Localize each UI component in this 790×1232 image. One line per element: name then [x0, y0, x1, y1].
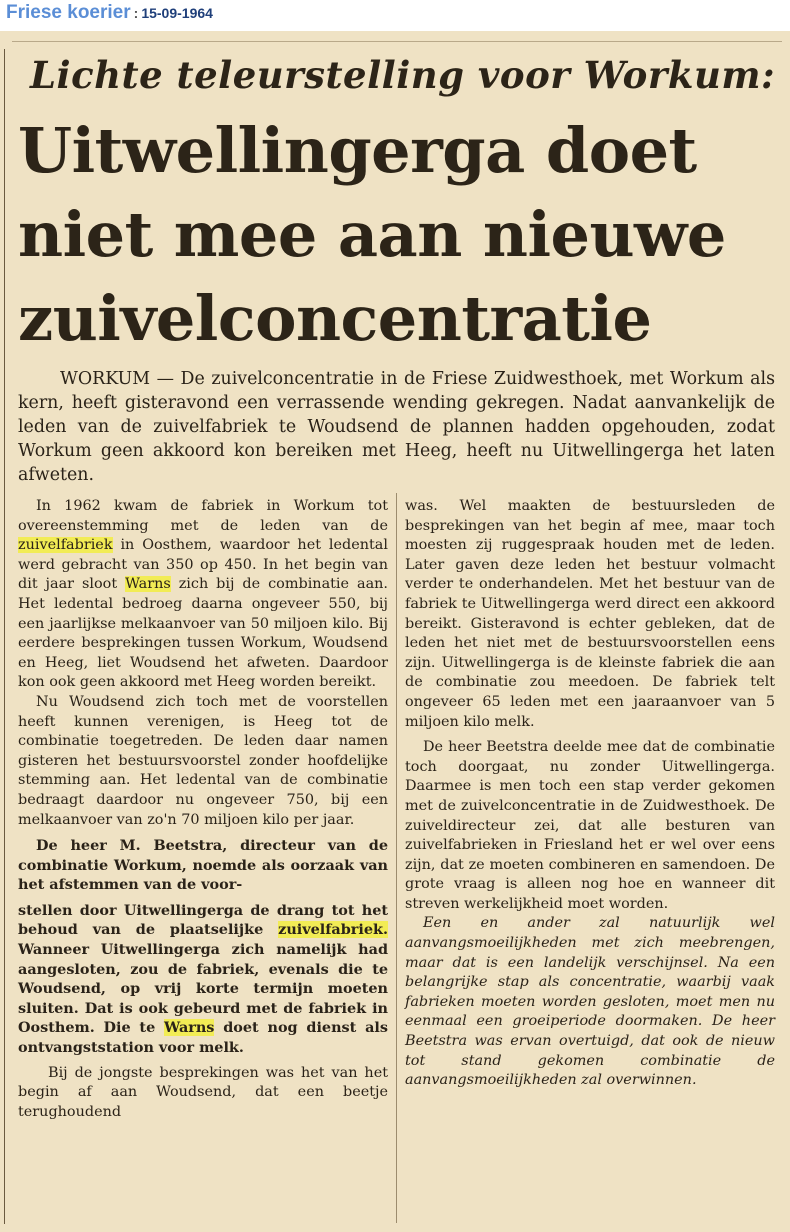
column-separator [396, 493, 397, 1223]
article-kicker: Lichte teleurstelling voor Workum: [30, 53, 776, 97]
newspaper-clipping [0, 31, 790, 1232]
highlight: zuivelfabriek. [278, 921, 388, 939]
paragraph: De heer Beetstra deelde mee dat de combinatie toch doorgaat, nu zonder Uitwellingerga. Daarmee is men toch een stap verder gekomen met de zuivelconcentratie in de Zuidwesthoek. De zuiveldirecteur zei, dat alle besturen van zuivelfabrieken in Friesland het er wel over eens zijn, dat ze moeten combineren en samendoen. De grote vraag is alleen nog hoe en wanneer dit streven werkelijkheid moet worden. [405, 739, 775, 912]
highlight: zuivelfabriek [18, 537, 113, 554]
paragraph-bold: De heer M. Beetstra, directeur van de combinatie Workum, noemde als oorzaak van het afstemmen van de voor- [18, 837, 388, 894]
paragraph-italic: Een en ander zal natuurlijk wel aanvangsmoeilijkheden met zich meebrengen, maar dat is een landelijk verschijnsel. Na een belangrijke stap als concentratie, waarbij vaak fabrieken moeten worden gesloten, moet men nu eenmaal een groeiperiode doormaken. De heer Beetstra was ervan overtuigd, dat ook de nieuw tot stand gekomen combinatie de aanvangsmoeilijkheden zal overwinnen. [405, 915, 775, 1089]
article-headline: Uitwellingerga doet niet mee aan nieuwe zuivelconcentratie [18, 114, 726, 355]
article-column-2 [405, 497, 775, 1091]
article-lead: WORKUM — De zuivelconcentratie in de Friese Zuidwesthoek, met Workum als kern, heeft gisteravond een verrassende wending gekregen. Nadat aanvankelijk de leden van de zuivelfabriek te Woudsend de plannen hadden opgehouden, zodat Workum geen akkoord kon bereiken met Heeg, heeft nu Uitwellingerga het laten afweten. [18, 369, 775, 485]
article-column-1 [18, 497, 388, 1122]
source-label [6, 2, 213, 24]
paragraph: In 1962 kwam de fabriek in Workum tot overeenstemming met de leden van de zuivelfabriek in Oosthem, waardoor het ledental werd gebracht van 350 op 450. In het begin van dit jaar sloot Warns zich bij de combinatie aan. Het ledental bedroeg daarna ongeveer 550, bij een jaarlijkse melkaanvoer van 50 miljoen kilo. Bij eerdere besprekingen tussen Workum, Woudsend en Heeg, liet Woudsend het afweten. Daardoor kon ook geen akkoord met Heeg worden bereikt. [18, 498, 389, 691]
source-bar [0, 0, 790, 32]
highlight: Warns [125, 576, 171, 593]
paragraph: was. Wel maakten de bestuursleden de besprekingen van het begin af mee, maar toch moesten zij ruggespraak houden met de leden. Later gaven deze leden het bestuur volmacht verder te onderhandelen. Met het bestuur van de fabriek te Uitwellingerga werd direct een akkoord bereikt. Gisteravond is echter gebleken, dat de leden het niet met de bestuursvoorstellen eens zijn. Uitwellingerga is de kleinste fabriek die aan de combinatie zou meedoen. De fabriek telt ongeveer 65 leden met een jaaraanvoer van 5 miljoen kilo melk. [405, 498, 775, 730]
publication-name: Friese koerier [6, 2, 131, 23]
left-rule [4, 49, 5, 1224]
publication-date: 15-09-1964 [141, 5, 213, 21]
paragraph: Bij de jongste besprekingen was het van het begin af aan Woudsend, dat een beetje terughoudend [18, 1064, 388, 1120]
top-rule [12, 41, 782, 42]
paragraph: Nu Woudsend zich toch met de voorstellen heeft kunnen verenigen, is Heeg tot de combinatie toegetreden. De leden daar namen gisteren het bestuursvoorstel zonder hoofdelijke stemming aan. Het ledental van de combinatie bedraagt daardoor nu ongeveer 750, bij een melkaanvoer van zo'n 70 miljoen kilo per jaar. [18, 693, 388, 828]
highlight: Warns [164, 1019, 215, 1037]
paragraph-bold: stellen door Uitwellingerga de drang tot het behoud van de plaatselijke zuivelfabriek. Wanneer Uitwellingerga zich namelijk had aangesloten, zou de fabriek, evenals die te Woudsend, op vrij korte termijn moeten sluiten. Dat is ook gebeurd met de fabriek in Oosthem. Die te Warns doet nog dienst als ontvangststation voor melk. [18, 901, 388, 1057]
source-separator: : [133, 5, 139, 21]
